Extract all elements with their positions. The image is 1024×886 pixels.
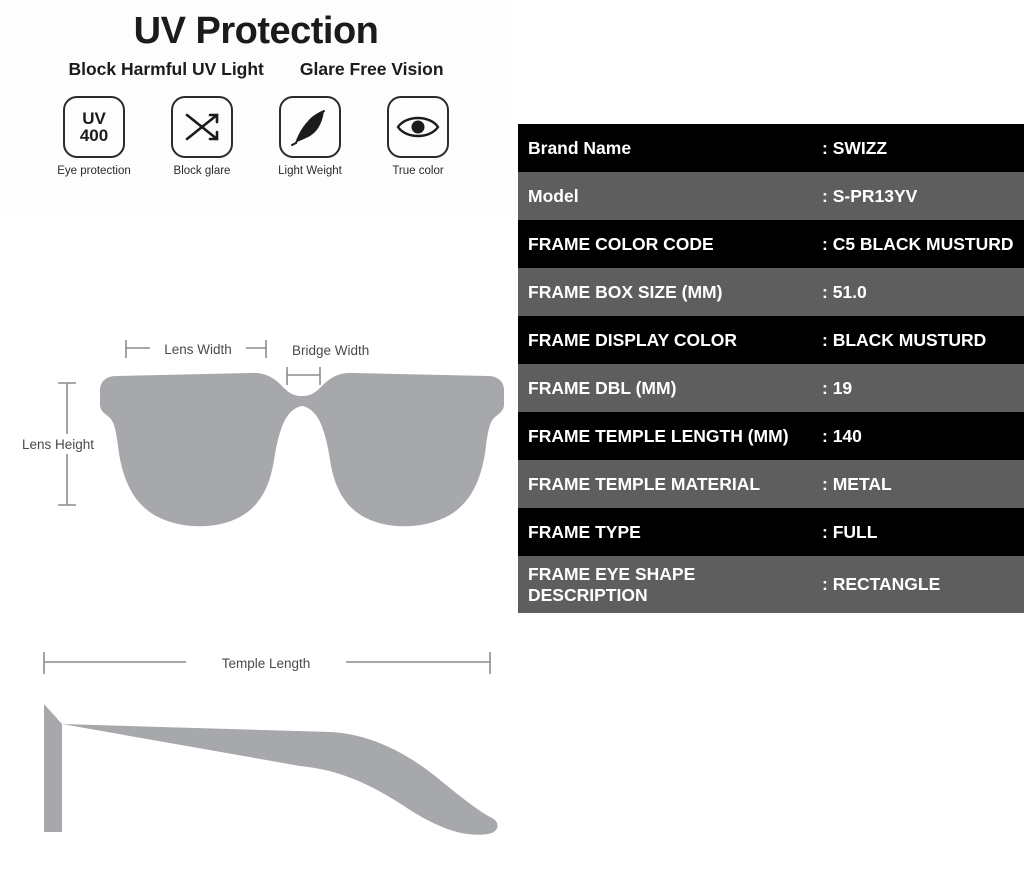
spec-label: FRAME TEMPLE MATERIAL [518, 460, 818, 508]
spec-value: : 140 [818, 412, 1024, 460]
frame-temple-diagram [0, 620, 516, 860]
spec-label: FRAME TYPE [518, 508, 818, 556]
uv400-badge-line1: UV [82, 109, 106, 128]
specification-table-body [518, 124, 1024, 613]
feature-true-color [380, 96, 456, 177]
spec-label: FRAME TEMPLE LENGTH (MM) [518, 412, 818, 460]
uv-subtitle-row [0, 59, 512, 80]
table-row [518, 220, 1024, 268]
spec-label: FRAME DISPLAY COLOR [518, 316, 818, 364]
feature-caption-eye-protection: Eye protection [57, 165, 131, 177]
spec-value: : BLACK MUSTURD [818, 316, 1024, 364]
table-row [518, 316, 1024, 364]
temple-arm-shape [44, 704, 498, 835]
block-glare-icon [171, 96, 233, 158]
uv400-badge-line2: 400 [79, 126, 109, 145]
spec-value: : 51.0 [818, 268, 1024, 316]
spec-label: FRAME EYE SHAPE DESCRIPTION [518, 556, 818, 613]
temple-length-label: Temple Length [221, 656, 311, 671]
uv-protection-block [0, 0, 512, 215]
table-row [518, 556, 1024, 613]
lens-width-label: Lens Width [164, 342, 232, 357]
table-row [518, 172, 1024, 220]
uv400-icon [63, 96, 125, 158]
feature-light-weight [272, 96, 348, 177]
spec-label: FRAME COLOR CODE [518, 220, 818, 268]
spec-value: : S-PR13YV [818, 172, 1024, 220]
table-row [518, 364, 1024, 412]
frame-front-diagram [0, 300, 516, 560]
table-row [518, 268, 1024, 316]
spec-label: Model [518, 172, 818, 220]
uv-feature-icons-row [0, 96, 512, 177]
spec-label: FRAME BOX SIZE (MM) [518, 268, 818, 316]
spec-value: : 19 [818, 364, 1024, 412]
eyeglass-frame-shape [100, 373, 504, 526]
uv-subtitle-glare-free: Glare Free Vision [299, 59, 444, 79]
spec-value: : FULL [818, 508, 1024, 556]
feature-caption-block-glare: Block glare [173, 165, 231, 177]
spec-value: : SWIZZ [818, 124, 1024, 172]
feature-block-glare [164, 96, 240, 177]
spec-label: FRAME DBL (MM) [518, 364, 818, 412]
lens-height-label: Lens Height [22, 437, 95, 452]
table-row [518, 460, 1024, 508]
feature-eye-protection [56, 96, 132, 177]
spec-value: : C5 BLACK MUSTURD [818, 220, 1024, 268]
spec-value: : RECTANGLE [818, 556, 1024, 613]
table-row [518, 124, 1024, 172]
uv-subtitle-block-light: Block Harmful UV Light [68, 59, 264, 79]
table-row [518, 508, 1024, 556]
spec-label: Brand Name [518, 124, 818, 172]
bridge-width-label: Bridge Width [292, 343, 370, 358]
feather-light-weight-icon [279, 96, 341, 158]
spec-value: : METAL [818, 460, 1024, 508]
uv-protection-title: UV Protection [133, 10, 379, 52]
eye-true-color-icon [387, 96, 449, 158]
table-row [518, 412, 1024, 460]
specification-table [518, 124, 1024, 613]
feature-caption-light-weight: Light Weight [278, 165, 342, 177]
feature-caption-true-color: True color [392, 165, 444, 177]
